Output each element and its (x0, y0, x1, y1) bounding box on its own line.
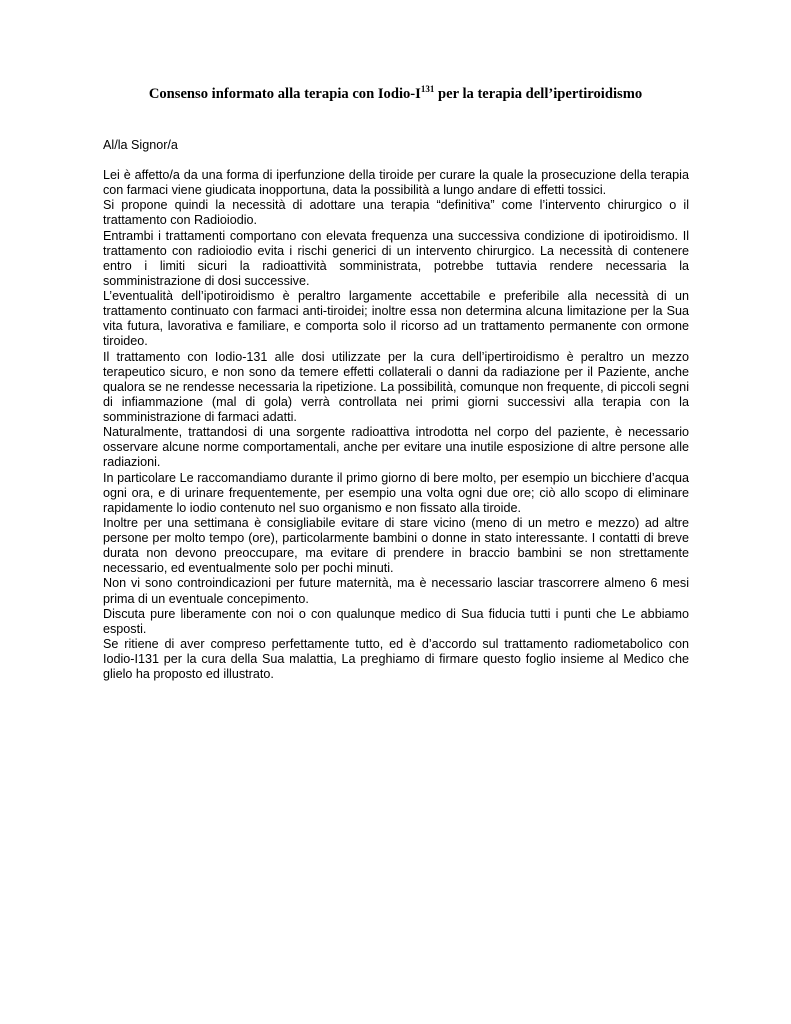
paragraph: Se ritiene di aver compreso perfettamente tutto, ed è d’accordo sul trattamento radiometabolico con Iodio-I131 per la cura della Sua malattia, La preghiamo di firmare questo foglio insieme al Medico che glielo ha proposto ed illustrato. (103, 636, 689, 682)
paragraph: Discuta pure liberamente con noi o con qualunque medico di Sua fiducia tutti i punti che Le abbiamo esposti. (103, 606, 689, 636)
title-superscript: 131 (420, 84, 435, 94)
paragraph: L’eventualità dell’ipotiroidismo è peraltro largamente accettabile e preferibile alla necessità di un trattamento continuato con farmaci anti-tiroidei; inoltre essa non determina alcuna limitazione per la Sua vita futura, lavorativa e familiare, e comporta solo il ricorso ad un trattamento permanente con ormone tiroideo. (103, 289, 689, 349)
title-main-text: Consenso informato alla terapia con Iodio-I (148, 86, 421, 102)
paragraph: Naturalmente, trattandosi di una sorgente radioattiva introdotta nel corpo del paziente, è necessario osservare alcune norme comportamentali, anche per evitare una inutile esposizione di altre persone alle radiazioni. (103, 425, 689, 470)
salutation: Al/la Signor/a (103, 138, 178, 152)
paragraph: Inoltre per una settimana è consigliabile evitare di stare vicino (meno di un metro e mezzo) ad altre persone per molto tempo (ore), particolarmente bambini o donne in stato interessante. I contatti di breve durata non devono preoccupare, ma evitare di prendere in braccio bambini se non strettamente necessario, ed eventualmente solo per pochi minuti. (103, 515, 689, 576)
paragraph: Si propone quindi la necessità di adottare una terapia “definitiva” come l’intervento chirurgico o il trattamento con Radioiodio. (103, 198, 689, 228)
paragraph: Il trattamento con Iodio-131 alle dosi utilizzate per la cura dell’ipertiroidismo è peraltro un mezzo terapeutico sicuro, e non sono da temere effetti collaterali o danni da radiazione per il Paziente, anche qualora se ne rendesse necessaria la ripetizione. La possibilità, comunque non frequente, di piccoli segni di infiammazione (mal di gola) verrà controllata nei primi giorni successivi alla terapia con la somministrazione di farmaci adatti. (103, 349, 689, 424)
paragraph: Entrambi i trattamenti comportano con elevata frequenza una successiva condizione di ipotiroidismo. Il trattamento con radioiodio evita i rischi generici di un intervento chirurgico. La necessità di contenere entro i limiti sicuri la radioattività somministrata, potrebbe tuttavia rendere necessaria la somministrazione di dosi successive. (103, 228, 689, 288)
document-title (90, 86, 701, 103)
paragraph: In particolare Le raccomandiamo durante il primo giorno di bere molto, per esempio un bicchiere d’acqua ogni ora, e di urinare frequentemente, per esempio una volta ogni due ore; ciò allo scopo di eliminare rapidamente lo iodio contenuto nel suo organismo e non fissato alla tiroide. (103, 470, 689, 515)
paragraph: Non vi sono controindicazioni per future maternità, ma è necessario lasciar trascorrere almeno 6 mesi prima di un eventuale concepimento. (103, 576, 689, 606)
title-end-text: per la terapia dell’ipertiroidismo (434, 86, 643, 102)
paragraph: Lei è affetto/a da una forma di iperfunzione della tiroide per curare la quale la prosecuzione della terapia con farmaci viene giudicata inopportuna, data la possibilità a lungo andare di effetti tossici. (103, 168, 689, 198)
body-text (103, 168, 689, 682)
